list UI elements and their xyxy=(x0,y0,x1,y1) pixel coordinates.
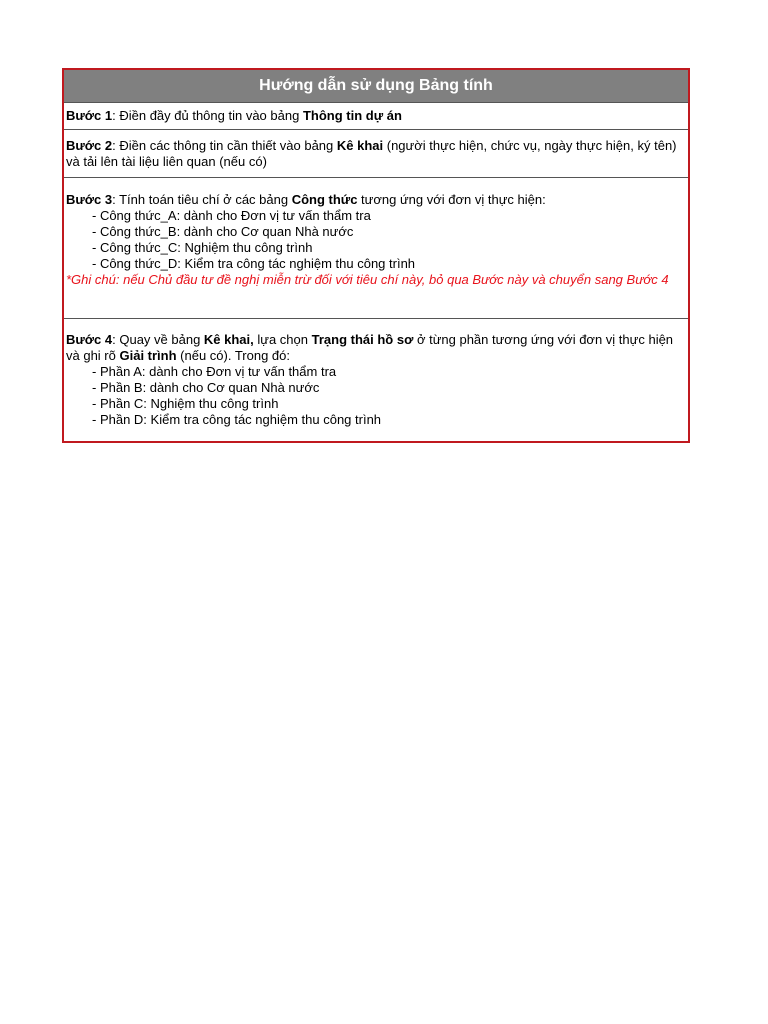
step-3-table-name: Công thức xyxy=(291,192,358,207)
step-3-body-a: : Tính toán tiêu chí ở các bảng xyxy=(112,192,292,207)
step-4-explain-name: Giải trình xyxy=(119,348,177,363)
step-2-row xyxy=(64,130,688,178)
step-4-body-d: (nếu có). Trong đó: xyxy=(176,348,290,363)
step-4-item-d: - Phần D: Kiểm tra công tác nghiệm thu công trình xyxy=(92,412,382,427)
step-4-item-b: - Phần B: dành cho Cơ quan Nhà nước xyxy=(92,380,320,395)
step-4-status-name: Trạng thái hồ sơ xyxy=(311,332,414,347)
step-1-body: : Điền đầy đủ thông tin vào bảng xyxy=(112,108,303,123)
step-2-body-b: (người thực hiện, chức vụ, ngày thực hiện, ký tên) và tải lên tài liệu liên quan (nếu có) xyxy=(66,138,677,169)
table-title: Hướng dẫn sử dụng Bảng tính xyxy=(64,70,688,103)
step-3-body-b: tương ứng với đơn vị thực hiện: xyxy=(357,192,546,207)
step-4-row xyxy=(64,319,688,441)
step-3-row xyxy=(64,178,688,319)
step-2-body-a: : Điền các thông tin cần thiết vào bảng xyxy=(112,138,337,153)
step-1-label: Bước 1 xyxy=(66,108,113,123)
step-2-table-name: Kê khai xyxy=(336,138,384,153)
step-3-note: *Ghi chú: nếu Chủ đầu tư đề nghị miễn trừ đối với tiêu chí này, bỏ qua Bước này và chuyển sang Bước 4 xyxy=(66,272,669,287)
step-4-body-a: : Quay về bảng xyxy=(112,332,204,347)
step-3-item-a: - Công thức_A: dành cho Đơn vị tư vấn thẩm tra xyxy=(92,208,371,223)
step-4-body-b: lựa chọn xyxy=(253,332,312,347)
step-3-label: Bước 3 xyxy=(66,192,113,207)
step-4-body-c: ở từng phần tương ứng với đơn vị thực hiện và ghi rõ xyxy=(66,332,674,363)
step-4-item-c: - Phần C: Nghiệm thu công trình xyxy=(92,396,279,411)
step-1-text xyxy=(66,108,686,124)
step-3-item-c: - Công thức_C: Nghiệm thu công trình xyxy=(92,240,313,255)
step-1-row xyxy=(64,103,688,130)
step-2-text xyxy=(66,138,686,170)
step-4-table-name: Kê khai, xyxy=(203,332,254,347)
step-2-label: Bước 2 xyxy=(66,138,113,153)
step-4-text xyxy=(66,332,686,364)
step-3-item-d: - Công thức_D: Kiểm tra công tác nghiệm thu công trình xyxy=(92,256,416,271)
step-1-table-name: Thông tin dự án xyxy=(302,108,402,123)
step-4-label: Bước 4 xyxy=(66,332,113,347)
step-3-item-b: - Công thức_B: dành cho Cơ quan Nhà nước xyxy=(92,224,354,239)
step-3-text xyxy=(66,192,686,208)
step-4-item-a: - Phần A: dành cho Đơn vị tư vấn thẩm tra xyxy=(92,364,337,379)
instructions-table xyxy=(62,68,690,443)
